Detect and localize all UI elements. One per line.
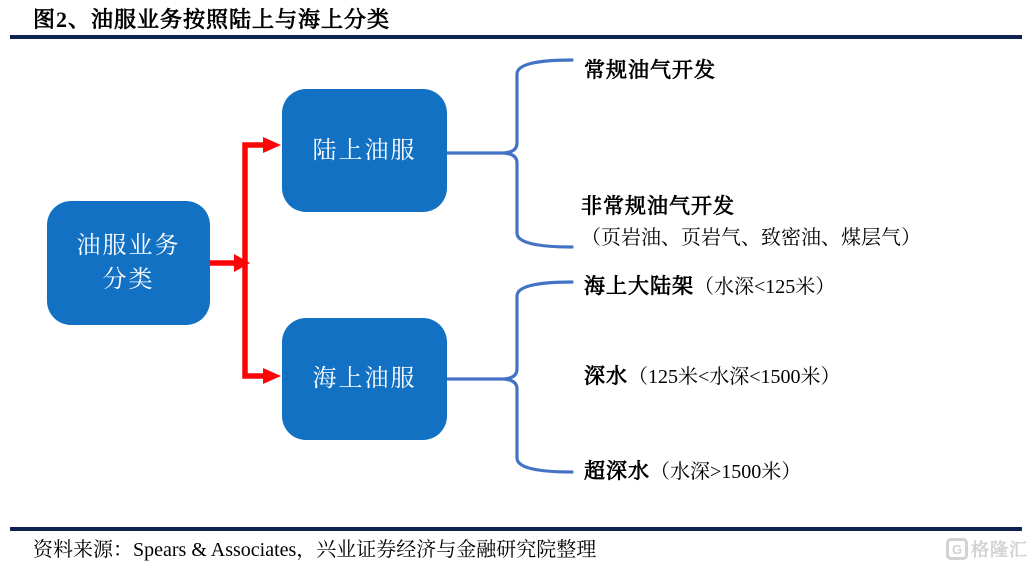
leaf-conventional-oilgas: [584, 56, 716, 87]
arrow-head-icon: [263, 137, 281, 153]
leaf-continental-shelf: [584, 272, 835, 303]
leaf-ultradeepwater: [584, 457, 801, 488]
gelonghui-logo-icon: G: [946, 538, 968, 560]
gelonghui-logo-text: 格隆汇: [971, 540, 1028, 560]
source-label: 资料来源：: [33, 539, 133, 561]
root-node-label-line2: 分类: [102, 267, 155, 293]
root-node-label-line1: 油服业务: [76, 233, 181, 259]
leaf-name: 超深水: [584, 459, 650, 483]
root-node: [47, 201, 210, 325]
offshore-brace: [447, 282, 572, 472]
gelonghui-watermark: [946, 536, 1028, 562]
leaf-name: 海上大陆架: [584, 274, 694, 298]
leaf-name: 常规油气开发: [584, 58, 716, 82]
figure-title: 图2、油服业务按照陆上与海上分类: [33, 7, 391, 32]
onshore-brace: [447, 60, 572, 247]
source-text: Spears & Associates，兴业证券经济与金融研究院整理: [133, 539, 597, 561]
leaf-unconventional-oilgas: [581, 192, 921, 253]
leaf-detail: （水深>1500米）: [650, 461, 802, 483]
leaf-name: 深水: [584, 364, 628, 388]
branch-node-onshore: 陆上油服: [282, 89, 447, 212]
branch-node-offshore: 海上油服: [282, 318, 447, 440]
leaf-detail: （页岩油、页岩气、致密油、煤层气）: [581, 227, 921, 249]
arrow-head-icon: [263, 368, 281, 384]
arrow-head-icon: [234, 254, 250, 272]
trunk-connector: [245, 145, 263, 376]
footer-rule: [10, 527, 1022, 531]
leaf-deepwater: [584, 362, 841, 393]
source-note: [33, 533, 596, 562]
leaf-detail: （125米<水深<1500米）: [628, 366, 841, 388]
leaf-name: 非常规油气开发: [581, 194, 735, 218]
title-underline: [10, 35, 1022, 39]
leaf-detail: （水深<125米）: [694, 276, 836, 298]
